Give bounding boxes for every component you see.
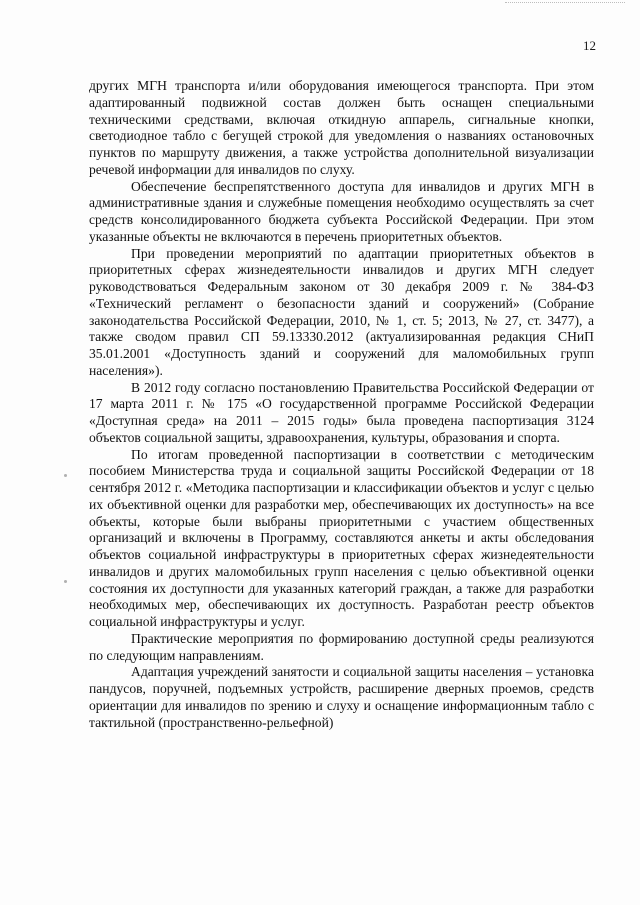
- document-body: [89, 78, 594, 731]
- paragraph: Адаптация учреждений занятости и социальной защиты населения – установка пандусов, поручней, подъемных устройств, расширение дверных проемов, средств ориентации для инвалидов по зрению и слуху и оснащение информационным табло с тактильной (пространственно-рельефной): [89, 664, 594, 730]
- scan-artifact: [505, 2, 625, 6]
- paragraph: При проведении мероприятий по адаптации приоритетных объектов в приоритетных сферах жизнедеятельности инвалидов и других МГН следует руководствоваться Федеральным законом от 30 декабря 2009 г. № 384-ФЗ «Технический регламент о безопасности зданий и сооружений» (Собрание законодательства Российской Федерации, 2010, № 1, ст. 5; 2013, № 27, ст. 3477), а также сводом правил СП 59.13330.2012 (актуализированная редакция СНиП 35.01.2001 «Доступность зданий и сооружений для маломобильных групп населения»).: [89, 245, 594, 378]
- page-number: 12: [583, 38, 596, 53]
- paragraph: других МГН транспорта и/или оборудования имеющегося транспорта. При этом адаптированный подвижной состав должен быть оснащен специальными техническими средствами, включая откидную аппарель, сигнальные кнопки, светодиодное табло с бегущей строкой для уведомления о названиях остановочных пунктов по маршруту движения, а также устройства дополнительной визуализации речевой информации для инвалидов по слуху.: [89, 78, 594, 177]
- paragraph: Обеспечение беспрепятственного доступа для инвалидов и других МГН в административные здания и служебные помещения необходимо осуществлять за счет средств консолидированного бюджета субъекта Российской Федерации. При этом указанные объекты не включаются в перечень приоритетных объектов.: [89, 178, 594, 244]
- paragraph: По итогам проведенной паспортизации в соответствии с методическим пособием Министерства труда и социальной защиты Российской Федерации от 18 сентября 2012 г. «Методика паспортизации и классификации объектов и услуг с целью их объективной оценки для разработки мер, обеспечивающих их доступность» на все объекты, которые были выбраны приоритетными с участием общественных организаций и включены в Программу, составляются анкеты и акты обследования объектов социальной инфраструктуры в приоритетных сферах жизнедеятельности инвалидов и других маломобильных групп населения с целью объективной оценки состояния их доступности для указанных категорий граждан, а также для разработки необходимых мер, обеспечивающих их доступность. Разработан реестр объектов социальной инфраструктуры и услуг.: [89, 446, 594, 629]
- paragraph: Практические мероприятия по формированию доступной среды реализуются по следующим направлениям.: [89, 630, 594, 663]
- paragraph: В 2012 году согласно постановлению Правительства Российской Федерации от 17 марта 2011 г. № 175 «О государственной программе Российской Федерации «Доступная среда» на 2011 – 2015 годы» была проведена паспортизация 3124 объектов социальной защиты, здравоохранения, культуры, образования и спорта.: [89, 379, 594, 445]
- margin-mark: [64, 474, 67, 477]
- margin-mark: [64, 580, 67, 583]
